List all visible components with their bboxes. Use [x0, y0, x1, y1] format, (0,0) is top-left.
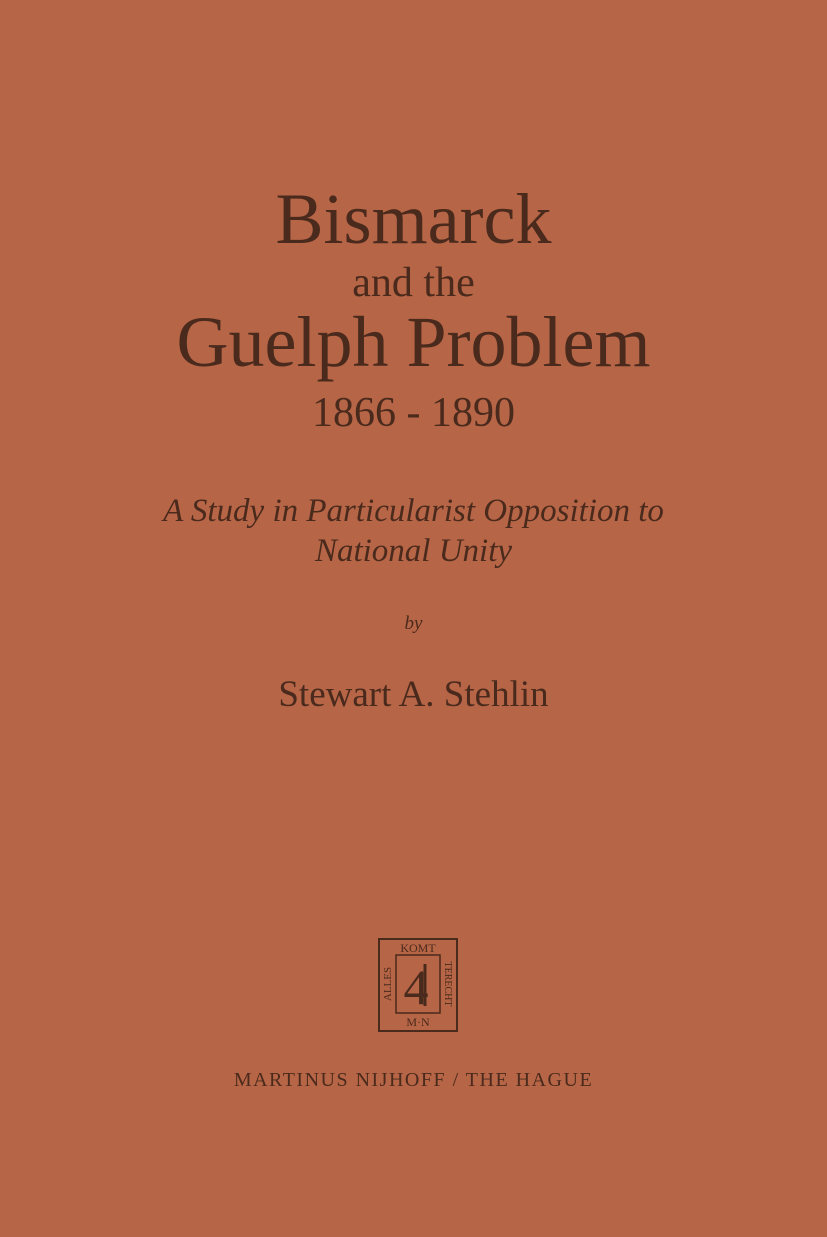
title-years: 1866 - 1890 [312, 390, 515, 436]
title-line-2: and the [352, 260, 475, 306]
by-label: by [404, 613, 423, 634]
publisher-mark-right: TERECHT [442, 961, 453, 1007]
publisher-name: MARTINUS NIJHOFF / THE HAGUE [233, 1069, 594, 1091]
title-line-3: Guelph Problem [176, 302, 651, 382]
subtitle-line-1: A Study in Particularist Opposition to [163, 493, 664, 529]
publisher-mark-left: ALLES [382, 966, 394, 1002]
publisher-mark-bottom: M·N [406, 1015, 430, 1029]
publisher-mark-center: 4 [403, 959, 429, 1015]
author-name: Stewart A. Stehlin [278, 674, 549, 715]
publisher-mark-top: KOMT [400, 941, 436, 955]
title-line-1: Bismarck [275, 179, 552, 259]
publisher-mark-icon [378, 938, 458, 1032]
subtitle-line-2: National Unity [314, 533, 513, 569]
